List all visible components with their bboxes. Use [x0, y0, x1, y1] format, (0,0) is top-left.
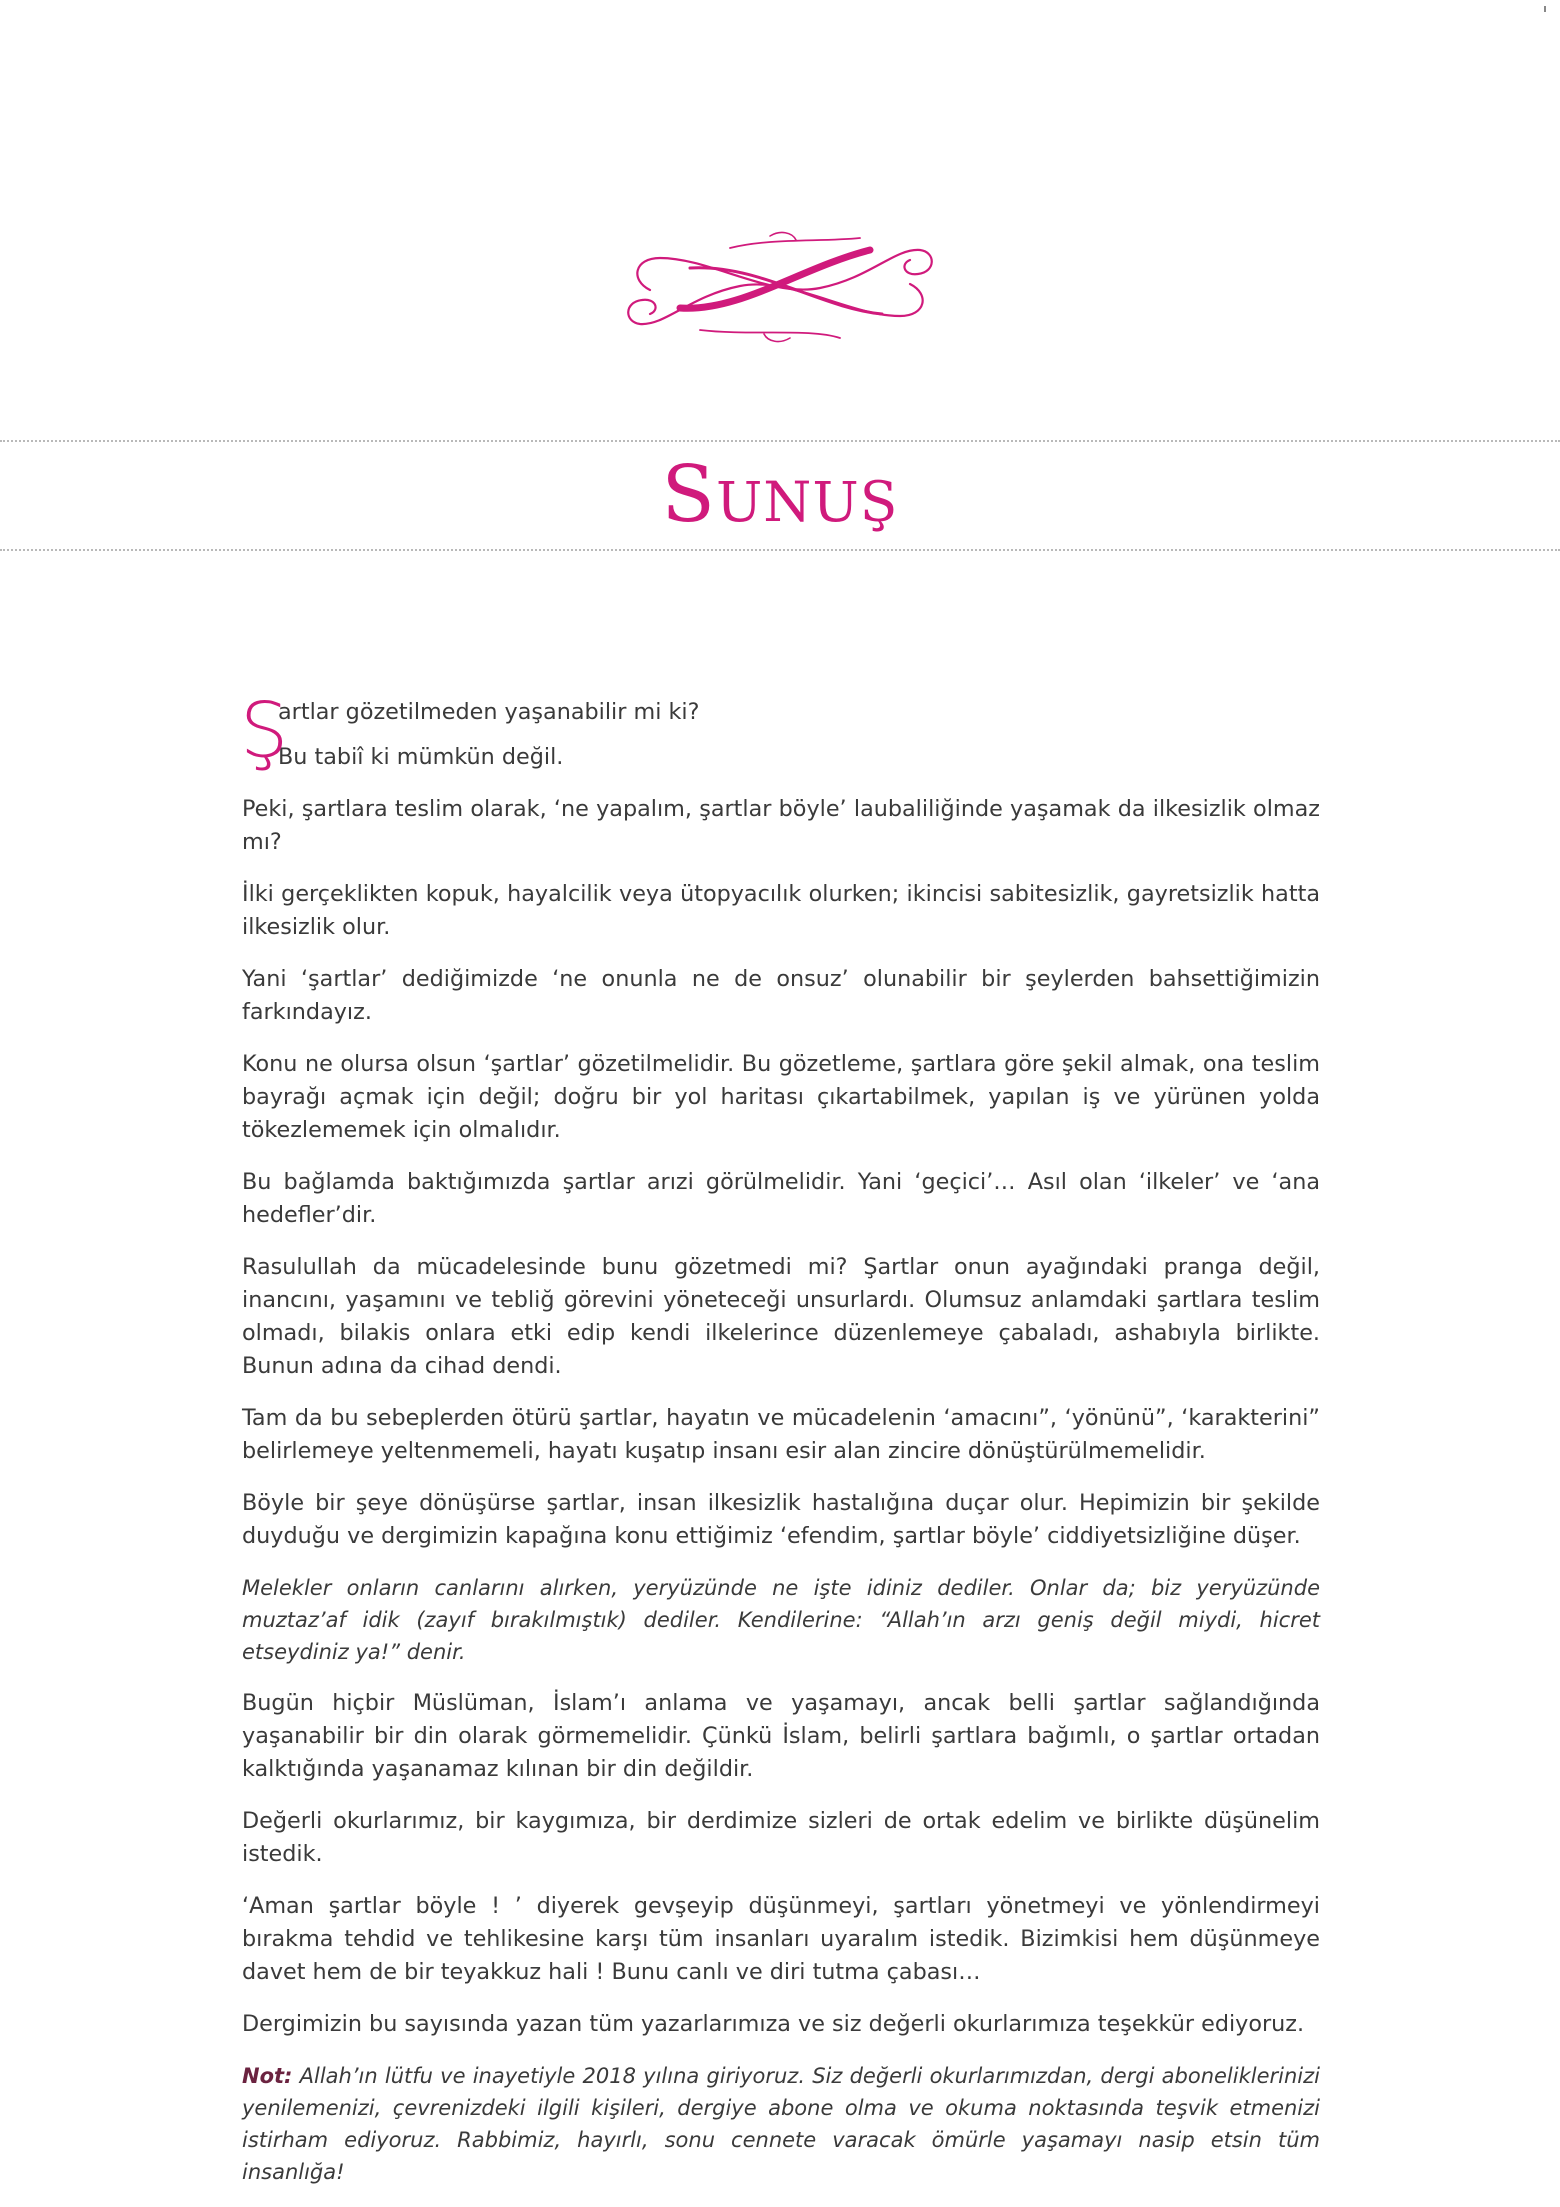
opening-line: artlar gözetilmeden yaşanabilir mi ki? [278, 699, 700, 725]
note-text: Allah’ın lütfu ve inayetiyle 2018 yılına giriyoruz. Siz değerli okurlarımızdan, dergi aboneliklerinizi yenilemenizi, çevrenizdeki ilgili kişileri, dergiye abone olma ve okuma noktasında teşvik etmenizi istirham ediyoruz. Rabbimiz, hayırlı, sonu cennete varacak ömürle yaşamayı nasip etsin tüm insanlığa! [242, 2064, 1320, 2184]
opening-line: Bu tabiî ki mümkün değil. [278, 744, 564, 770]
paragraph: Dergimizin bu sayısında yazan tüm yazarlarımıza ve siz değerli okurlarımıza teşekkür ediyoruz. [242, 2011, 1305, 2037]
page-title: Sunuş [661, 450, 899, 540]
note [242, 2060, 1320, 2188]
paragraph: Bugün hiçbir Müslüman, İslam’ı anlama ve yaşamayı, ancak belli şartlar sağlandığında yaşanabilir bir din olarak görmemelidir. Çünkü İslam, belirli şartlara bağımlı, o şartlar ortadan kalktığında yaşanamaz kılınan bir din değildir. [242, 1690, 1320, 1782]
crop-mark [1544, 6, 1546, 12]
paragraph: Rasulullah da mücadelesinde bunu gözetmedi mi? Şartlar onun ayağındaki pranga değil, inancını, yaşamını ve tebliğ görevini yöneteceği unsurlardı. Olumsuz anlamdaki şartlara teslim olmadı, bilakis onlara etki edip kendi ilkelerince düzenlemeye çabaladı, ashabıyla birlikte. Bunun adına da cihad dendi. [242, 1254, 1320, 1379]
paragraph: Tam da bu sebeplerden ötürü şartlar, hayatın ve mücadelenin ‘amacını”, ‘yönünü”, ‘karakterini” belirlemeye yeltenmemeli, hayatı kuşatıp insanı esir alan zincire dönüştürülmemelidir. [242, 1405, 1320, 1464]
header-divider-bottom [0, 549, 1560, 551]
article-body [240, 685, 1320, 2207]
note-label: Not: [242, 2064, 293, 2088]
opening-block [240, 685, 1320, 774]
paragraph: Bu bağlamda baktığımızda şartlar arızi görülmelidir. Yani ‘geçici’… Asıl olan ‘ilkeler’ ve ‘ana hedefler’dir. [242, 1169, 1320, 1228]
paragraph: ‘Aman şartlar böyle ! ’ diyerek gevşeyip düşünmeyi, şartları yönetmeyi ve yönlendirmeyi bırakma tehdid ve tehlikesine karşı tüm insanları uyaralım istedik. Bizimkisi hem düşünmeye davet hem de bir teyakkuz hali ! Bunu canlı ve diri tutma çabası… [242, 1893, 1320, 1985]
paragraph: Peki, şartlara teslim olarak, ‘ne yapalım, şartlar böyle’ laubaliliğinde yaşamak da ilkesizlik olmaz mı? [242, 796, 1320, 855]
paragraph: Böyle bir şeye dönüşürse şartlar, insan ilkesizlik hastalığına duçar olur. Hepimizin bir şekilde duyduğu ve dergimizin kapağına konu ettiğimiz ‘efendim, şartlar böyle’ ciddiyetsizliğine düşer. [242, 1490, 1320, 1549]
flourish-ornament-icon [620, 228, 940, 346]
drop-cap: Ş [240, 685, 289, 774]
paragraph: Değerli okurlarımız, bir kaygımıza, bir derdimize sizleri de ortak edelim ve birlikte düşünelim istedik. [242, 1808, 1320, 1867]
paragraph: Konu ne olursa olsun ‘şartlar’ gözetilmelidir. Bu gözetleme, şartlara göre şekil almak, ona teslim bayrağı açmak için değil; doğru bir yol haritası çıkartabilmek, yapılan iş ve yürünen yolda tökezlememek için olmalıdır. [242, 1051, 1320, 1143]
paragraph: Yani ‘şartlar’ dediğimizde ‘ne onunla ne de onsuz’ olunabilir bir şeylerden bahsettiğimizin farkındayız. [242, 966, 1320, 1025]
paragraph: İlki gerçeklikten kopuk, hayalcilik veya ütopyacılık olurken; ikincisi sabitesizlik, gayretsizlik hatta ilkesizlik olur. [242, 881, 1320, 940]
verse-quote: Melekler onların canlarını alırken, yeryüzünde ne işte idiniz dediler. Onlar da; biz yeryüzünde muztaz’af idik (zayıf bırakılmıştık) dediler. Kendilerine: “Allah’ın arzı geniş değil miydi, hicret etseydiniz ya!” denir. [242, 1576, 1320, 1664]
